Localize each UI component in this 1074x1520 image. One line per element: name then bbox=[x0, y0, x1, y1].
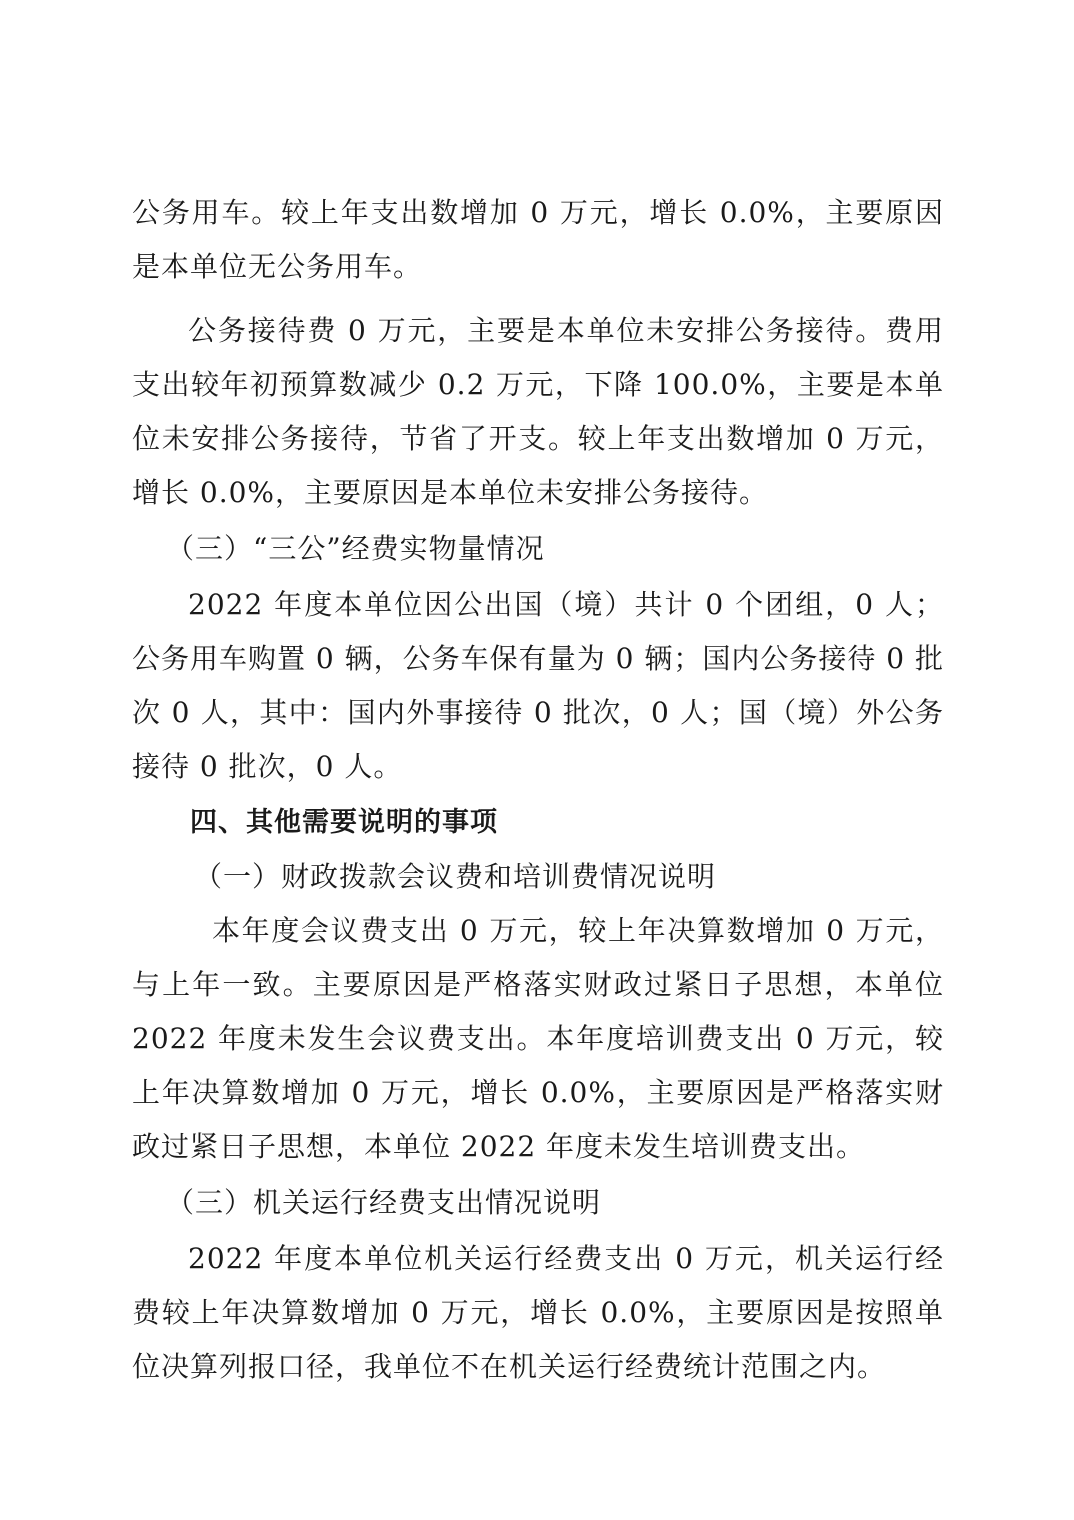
section-heading-operating-expenses: （三）机关运行经费支出情况说明 bbox=[166, 1186, 602, 1219]
section-heading-meeting-training: （一）财政拨款会议费和培训费情况说明 bbox=[194, 860, 717, 893]
section-heading-physical-quantity: （三）“三公”经费实物量情况 bbox=[166, 532, 545, 565]
document-page bbox=[132, 186, 944, 1394]
paragraph-physical-quantity: 2022 年度本单位因公出国（境）共计 0 个团组，0 人；公务用车购置 0 辆，公务车保有量为 0 辆；国内公务接待 0 批次 0 人，其中：国内外事接待 0 批次，0 人；国（境）外公务接待 0 批次，0 人。 bbox=[132, 588, 944, 783]
paragraph-operating-expenses: 2022 年度本单位机关运行经费支出 0 万元，机关运行经费较上年决算数增加 0 万元，增长 0.0%，主要原因是按照单位决算列报口径，我单位不在机关运行经费统计范围之内。 bbox=[132, 1242, 944, 1383]
section-heading-other-matters: 四、其他需要说明的事项 bbox=[190, 807, 498, 838]
paragraph-meeting-training: 本年度会议费支出 0 万元，较上年决算数增加 0 万元，与上年一致。主要原因是严格落实财政过紧日子思想，本单位 2022 年度未发生会议费支出。本年度培训费支出 0 万元，较上年决算数增加 0 万元，增长 0.0%，主要原因是严格落实财政过紧日子思想，本单位 2022 年度未发生培训费支出。 bbox=[132, 914, 944, 1163]
paragraph-reception-expenses: 公务接待费 0 万元，主要是本单位未安排公务接待。费用支出较年初预算数减少 0.2 万元，下降 100.0%，主要是本单位未安排公务接待，节省了开支。较上年支出数增加 0 万元，增长 0.0%，主要原因是本单位未安排公务接待。 bbox=[132, 314, 944, 509]
paragraph-vehicle-continued: 公务用车。较上年支出数增加 0 万元，增长 0.0%，主要原因是本单位无公务用车。 bbox=[132, 196, 944, 283]
